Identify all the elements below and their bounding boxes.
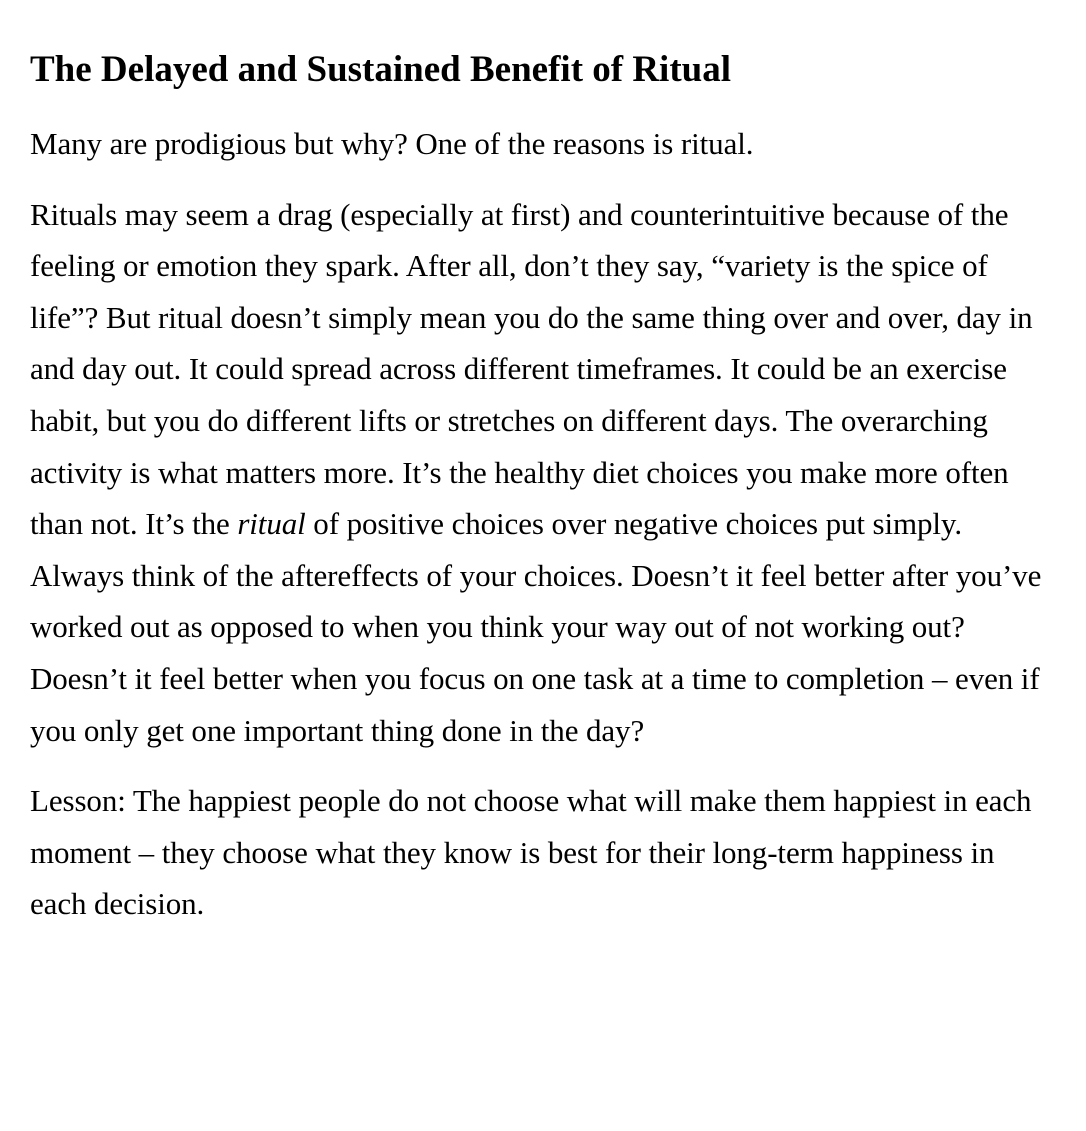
- body-italic-word: ritual: [237, 506, 306, 542]
- body-text-start: Rituals may seem a drag (especially at first) and counterintuitive because of the feeling or emotion they spark. After all, don’t they say, “variety is the spice of life”? But ritual doesn’t simply mean you do the same thing over and over, day in and day out. It could spread across different timeframes. It could be an exercise habit, but you do different lifts or stretches on different days. The overarching activity is what matters more. It’s the healthy diet choices you make more often than not. It’s the: [30, 196, 1033, 542]
- lesson-paragraph: Lesson: The happiest people do not choose what will make them happiest in each moment – they choose what they know is best for their long-term happiness in each decision.: [30, 783, 1032, 922]
- intro-paragraph: Many are prodigious but why? One of the reasons is ritual.: [30, 126, 754, 161]
- document-title: The Delayed and Sustained Benefit of Ritual: [30, 49, 732, 90]
- body-paragraph: [30, 189, 1056, 757]
- body-text-end: of positive choices over negative choices put simply. Always think of the aftereffects of your choices. Doesn’t it feel better after you’ve worked out as opposed to when you think your way out of not working out? Doesn’t it feel better when you focus on one task at a time to completion – even if you only get one important thing done in the day?: [30, 506, 1042, 748]
